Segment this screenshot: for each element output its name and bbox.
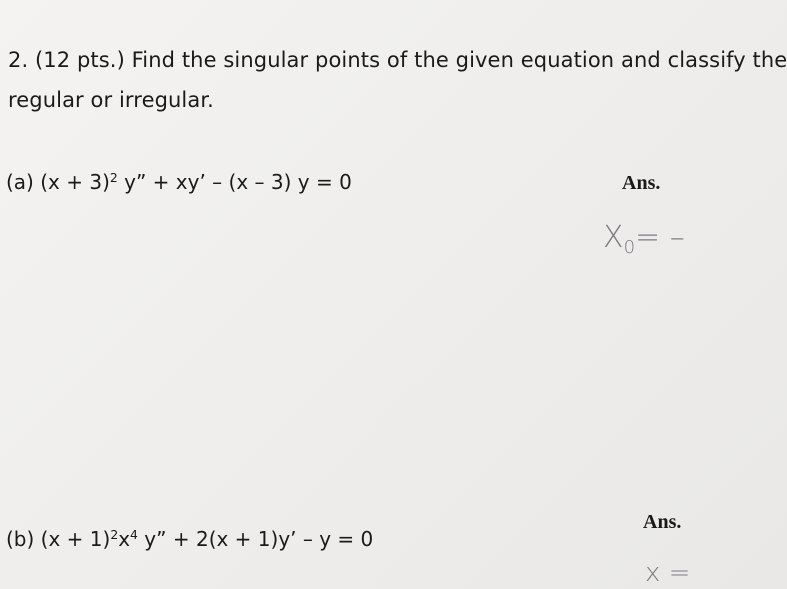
part-a-equation-start: (x + 3)	[40, 170, 110, 194]
part-b-equation-rest: y” + 2(x + 1)y’ – y = 0	[137, 527, 374, 551]
part-b-equation	[6, 527, 373, 551]
question-text-line-1: 2. (12 pts.) Find the singular points of the given equation and classify the	[8, 48, 787, 72]
part-b-answer-label: Ans.	[643, 511, 682, 533]
part-a-answer-label: Ans.	[622, 172, 661, 194]
part-a-exponent: 2	[109, 170, 118, 186]
part-a-hw-rest: = –	[635, 220, 685, 255]
part-b-label: (b)	[6, 527, 35, 551]
part-b-handwritten-answer: x =	[645, 558, 691, 588]
question-text-line-2: regular or irregular.	[8, 88, 214, 112]
part-b-exponent-1: 2	[110, 527, 119, 543]
part-a-handwritten-answer	[603, 220, 685, 258]
part-b-equation-start: (x + 1)	[40, 527, 111, 551]
part-a-hw-subscript: 0	[623, 237, 636, 258]
part-b-equation-mid: x	[118, 527, 131, 551]
part-b-exponent-2: 4	[130, 527, 138, 543]
part-a-equation	[6, 170, 352, 194]
part-a-label: (a)	[6, 170, 34, 194]
part-a-hw-variable: X	[603, 220, 624, 255]
part-a-equation-rest: y” + xy’ – (x – 3) y = 0	[117, 170, 352, 194]
